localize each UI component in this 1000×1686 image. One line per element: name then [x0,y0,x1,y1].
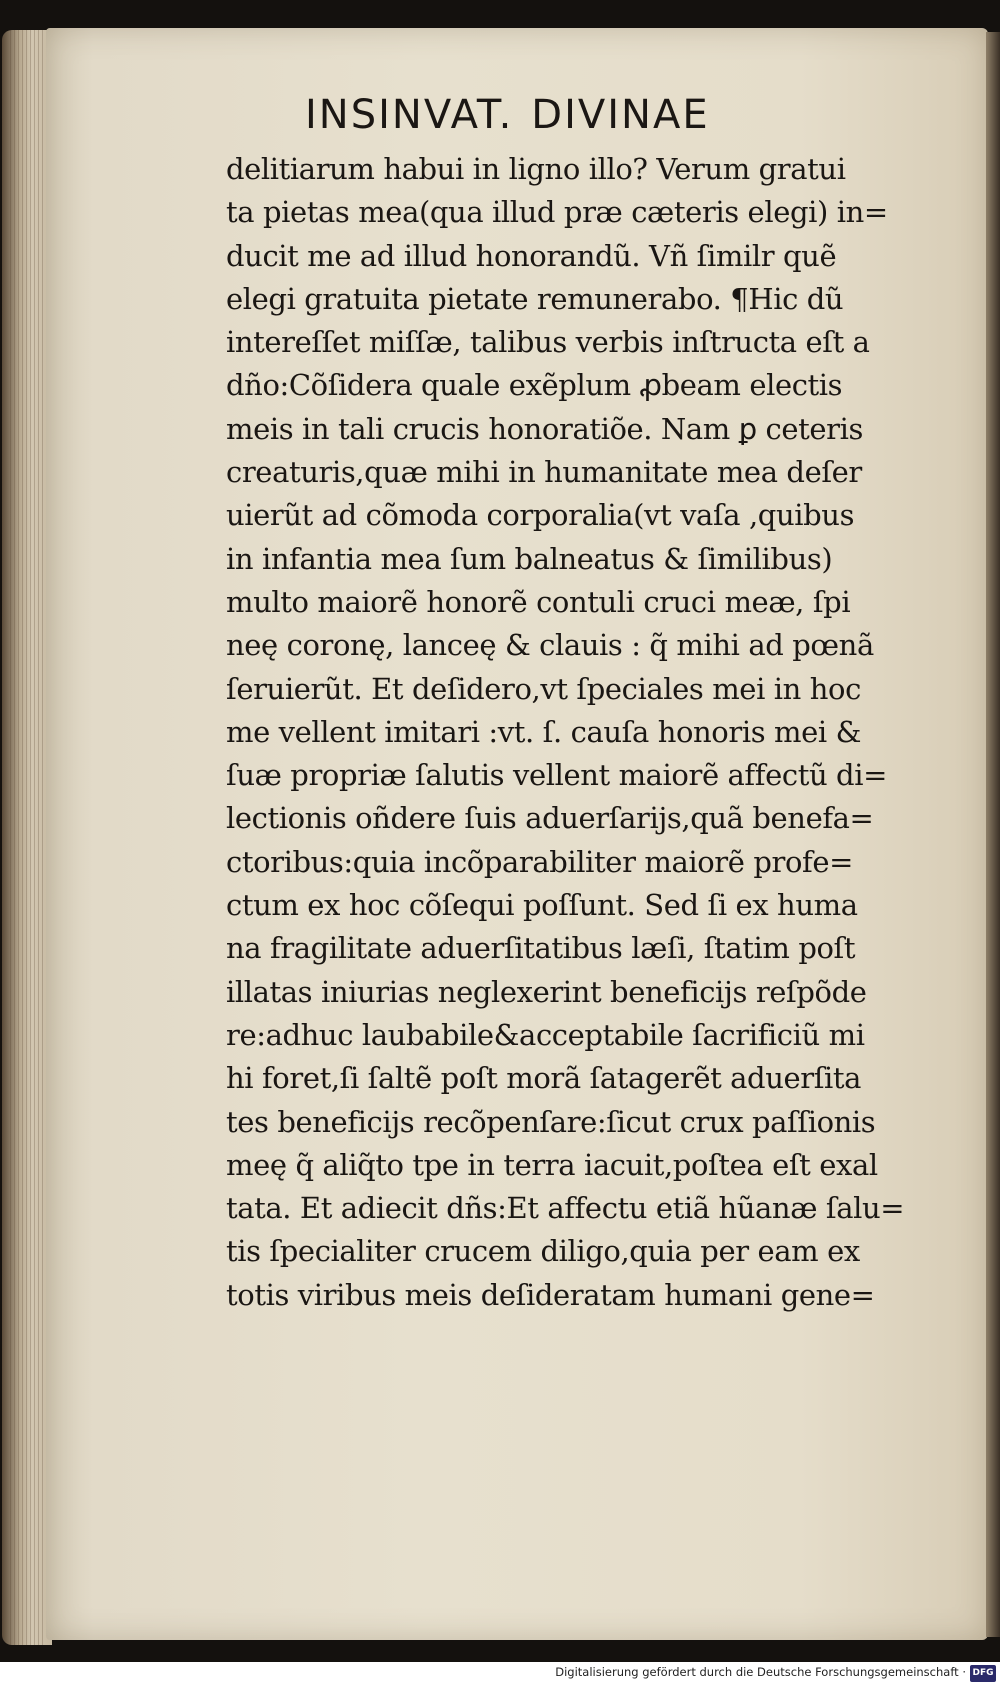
text-line: meę q̃ aliq̃to tpe in terra iacuit,poſtea eſt exal [226,1147,878,1182]
text-line: in infantia mea ſum balneatus & ſimilibus) [226,541,833,576]
body-text [226,148,956,1317]
text-line: uierũt ad cõmoda corporalia(vt vaſa ,quibus [226,498,855,533]
text-line: ſuæ propriæ ſalutis vellent maiorẽ affectũ di= [226,758,887,793]
header-word-1: INSINVAT. [305,92,514,138]
funding-credit: Digitalisierung gefördert durch die Deutsche Forschungsgemeinschaft · [555,1665,966,1679]
book-edge-right [986,32,1000,1637]
text-line: delitiarum habui in ligno illo? Verum gratui [226,152,846,186]
text-line: tis ſpecialiter crucem diligo,quia per eam ex [226,1234,860,1269]
text-line: ctum ex hoc cõſequi poſſunt. Sed ſi ex huma [226,888,858,923]
text-line: neę coronę, lanceę & clauis : q̃ mihi ad pœnã [226,628,874,663]
text-line: totis viribus meis deſideratam humani gene= [226,1277,875,1312]
text-line: tes beneficijs recõpenſare:ſicut crux paſſionis [226,1104,876,1139]
text-line: creaturis,quæ mihi in humanitate mea deſer [226,455,862,490]
text-line: dño:Cõſidera quale exẽplum ꝓbeam electis [226,368,843,403]
text-line: me vellent imitari :vt. ſ. cauſa honoris mei & [226,714,861,749]
text-line: ducit me ad illud honorandũ. Vñ ſimilr quẽ [226,238,837,273]
running-header [305,92,825,152]
header-word-2: DIVINAE [531,92,710,138]
digitization-footer [0,1662,1000,1686]
text-line: elegi gratuita pietate remunerabo. ¶Hic dũ [226,281,844,316]
text-line: multo maiorẽ honorẽ contuli cruci meæ, ſpi [226,584,851,619]
text-line: hi foret,ſi ſaltẽ poſt morã ſatagerẽt aduerſita [226,1061,862,1096]
text-line: illatas iniurias neglexerint beneficijs reſpõde [226,974,867,1009]
text-line: na fragilitate aduerſitatibus læſi, ſtatim poſt [226,931,856,966]
text-line: lectionis oñdere ſuis aduerſarijs,quã benefa= [226,801,874,836]
text-line: meis in tali crucis honoratiõe. Nam ꝑ ceteris [226,411,863,446]
text-line: ctoribus:quia incõparabiliter maiorẽ profe= [226,844,854,879]
book-page-stack-left [2,30,52,1645]
text-line: tata. Et adiecit dñs:Et affectu etiã hũanæ ſalu= [226,1191,905,1226]
text-line: ta pietas mea(qua illud præ cæteris elegi) in= [226,195,888,230]
text-line: ſeruierũt. Et deſidero,vt ſpeciales mei in hoc [226,671,861,706]
text-line: intereſſet miſſæ, talibus verbis inſtructa eſt a [226,325,870,360]
dfg-logo-icon: DFG [970,1665,996,1682]
text-line: re:adhuc laubabile&acceptabile ſacrificiũ mi [226,1017,865,1052]
